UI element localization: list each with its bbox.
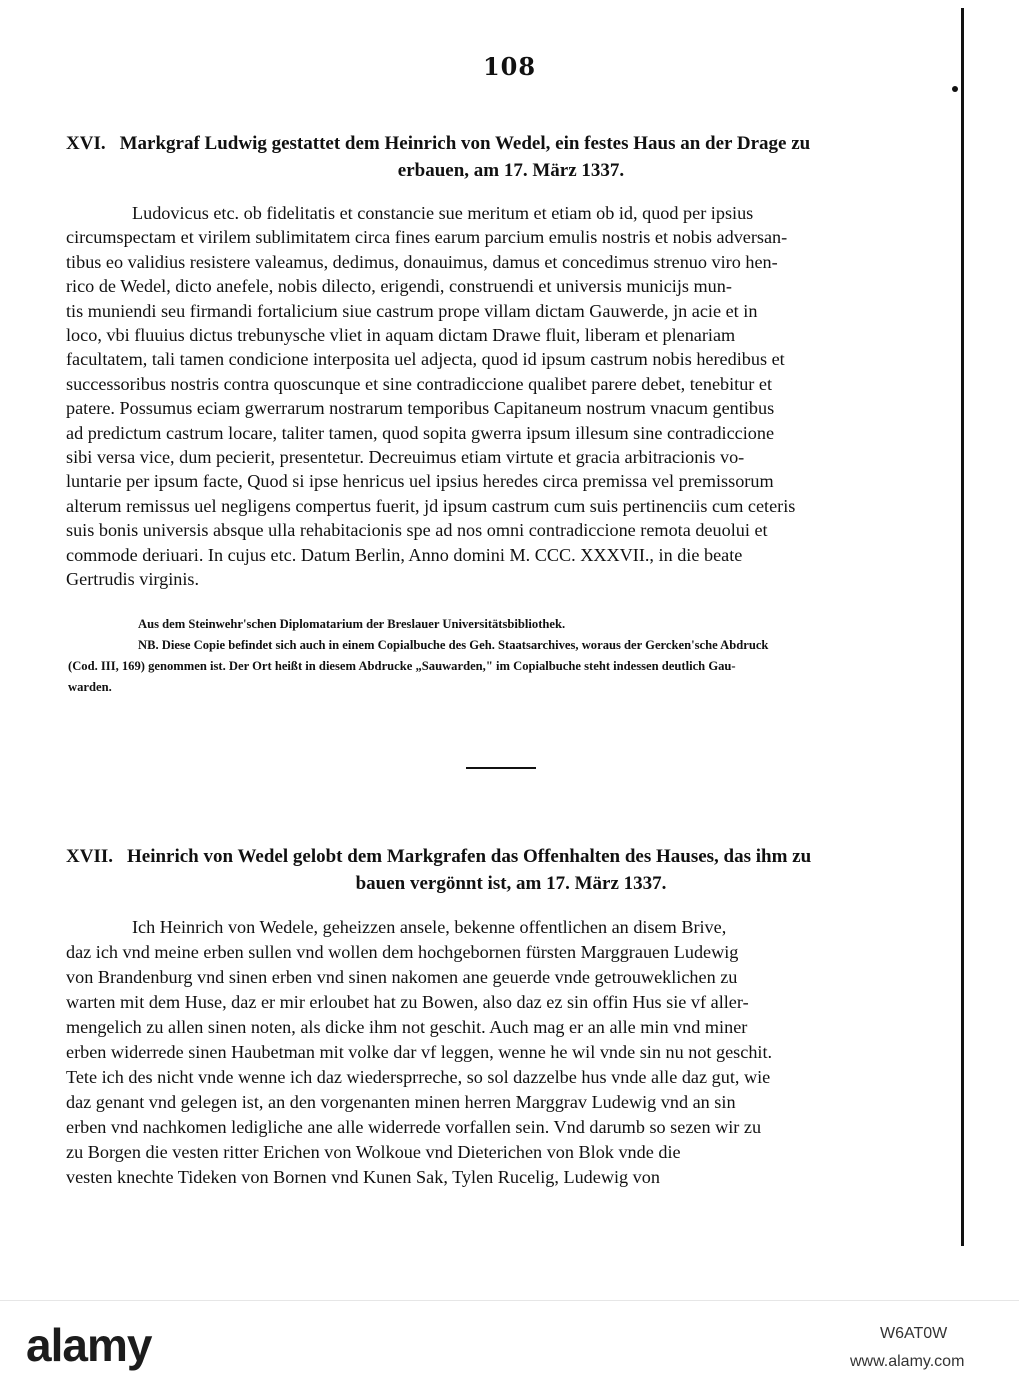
stock-watermark-bar — [0, 1300, 1019, 1391]
section-separator — [466, 767, 536, 769]
text-line: vesten knechte Tideken von Bornen vnd Kunen Sak, Tylen Rucelig, Ludewig von — [66, 1167, 660, 1187]
text-line: ad predictum castrum locare, taliter tamen, quod sopita gwerra ipsum illesum sine contradiccione — [66, 422, 775, 443]
doc-xvii-title-line1: Heinrich von Wedel gelobt dem Markgrafen das Offenhalten des Hauses, das ihm zu — [126, 846, 812, 867]
text-line: patere. Possumus eciam gwerrarum nostrarum temporibus Capitaneum nostrum vnacum gentibus — [66, 398, 775, 419]
alamy-logo: alamy — [26, 1319, 152, 1371]
doc-xvi-body — [66, 201, 954, 592]
text-line: facultatem, tali tamen condicione interposita uel adjecta, quod id ipsum castrum nobis heredibus et — [66, 349, 785, 370]
text-line: Tete ich des nicht vnde wenne ich daz wiedersprreche, so sol dazzelbe hus vnde alle daz gut, wie — [66, 1067, 771, 1087]
text-line: Ludovicus etc. ob fidelitatis et constancie sue meritum et etiam ob id, quod per ipsius — [132, 203, 754, 223]
doc-xvii-number: XVII. — [66, 846, 113, 867]
doc-xvii-title-line2: bauen vergönnt ist, am 17. März 1337. — [355, 873, 667, 894]
page-edge-rule — [961, 8, 964, 1246]
page-number: 108 — [482, 52, 537, 81]
doc-xvi-notes — [68, 614, 954, 698]
text-line: tis muniendi seu firmandi fortalicium siue castrum prope villam dictam Gauwerde, jn acie et in — [66, 300, 758, 321]
doc-xvi-number: XVI. — [66, 133, 106, 154]
note-line: NB. Diese Copie befindet sich auch in einem Copialbuche des Geh. Staatsarchives, woraus der Gercken'sche Abdruck — [138, 638, 769, 652]
note-line: warden. — [68, 680, 112, 694]
text-line: Ich Heinrich von Wedele, geheizzen ansele, bekenne offentlichen an disem Brive, — [132, 917, 727, 937]
text-line: successoribus nostris contra quoscunque et sine contradiccione qualibet parere debet, tenebitur et — [66, 373, 773, 394]
image-id: W6AT0W — [880, 1325, 948, 1342]
doc-xvi-heading — [66, 130, 956, 184]
source-line: Aus dem Steinwehr'schen Diplomatarium der Breslauer Universitätsbibliothek. — [138, 617, 566, 631]
ink-dot — [952, 86, 958, 92]
site-url: www.alamy.com — [850, 1353, 965, 1370]
text-line: rico de Wedel, dicto anefele, nobis dilecto, erigendi, construendi et universis municijs mun- — [66, 276, 732, 297]
note-line: (Cod. III, 169) genommen ist. Der Ort heißt in diesem Abdrucke „Sauwarden," im Copialbuche steht indessen deutlich Gau- — [68, 659, 736, 673]
text-line: sibi versa vice, dum pecierit, presentetur. Decreuimus etiam virtute et gracia arbitracionis vo- — [66, 447, 745, 468]
text-line: circumspectam et virilem sublimitatem circa fines earum parcium emulis nostris et nobis adversan- — [66, 227, 788, 248]
text-line: erben widerrede sinen Haubetman mit volke dar vf leggen, wenne he wil vnde sin nu not geschit. — [66, 1042, 773, 1062]
text-line: Gertrudis virginis. — [66, 569, 200, 590]
text-line: commode deriuari. In cujus etc. Datum Berlin, Anno domini M. CCC. XXXVII., in die beate — [66, 544, 743, 565]
text-line: suis bonis universis absque ulla rehabitacionis spe ad nos omni contradiccione remota deuolui et — [66, 520, 768, 541]
text-line: alterum remissus uel negligens compertus fuerit, jd ipsum castrum cum suis pertinenciis cum ceteris — [66, 495, 796, 516]
doc-xvii-heading — [66, 843, 956, 897]
doc-xvi-title-line2: erbauen, am 17. März 1337. — [397, 160, 625, 181]
doc-xvi-title-line1: Markgraf Ludwig gestattet dem Heinrich von Wedel, ein festes Haus an der Drage zu — [119, 133, 811, 154]
text-line: mengelich zu allen sinen noten, als dicke ihm not geschit. Auch mag er an alle min vnd miner — [66, 1017, 748, 1037]
text-line: warten mit dem Huse, daz er mir erloubet hat zu Bowen, also daz ez sin offin Hus sie vf aller- — [66, 992, 749, 1012]
text-line: tibus eo validius resistere valeamus, dedimus, donauimus, damus et concedimus strenuo viro hen- — [66, 251, 778, 272]
text-line: daz genant vnd gelegen ist, an den vorgenanten minen herren Marggrav Ludewig vnd an sin — [66, 1092, 736, 1112]
text-line: erben vnd nachkomen ledigliche ane alle widerrede vorfallen sein. Vnd darumb so sezen wir zu — [66, 1117, 762, 1137]
doc-xvii-body — [66, 915, 954, 1190]
text-line: luntarie per ipsum facte, Quod si ipse henricus uel ipsius heredes circa premissa vel premissorum — [66, 471, 774, 492]
text-line: loco, vbi fluuius dictus trebunysche vliet in aquam dictam Drawe fluit, liberam et plenariam — [66, 325, 736, 346]
text-line: von Brandenburg vnd sinen erben vnd sinen nakomen ane geuerde vnde getrouweklichen zu — [66, 967, 738, 987]
text-line: zu Borgen die vesten ritter Erichen von Wolkoue vnd Dieterichen von Blok vnde die — [66, 1142, 681, 1162]
text-line: daz ich vnd meine erben sullen vnd wollen dem hochgebornen fürsten Marggrauen Ludewig — [66, 942, 739, 962]
